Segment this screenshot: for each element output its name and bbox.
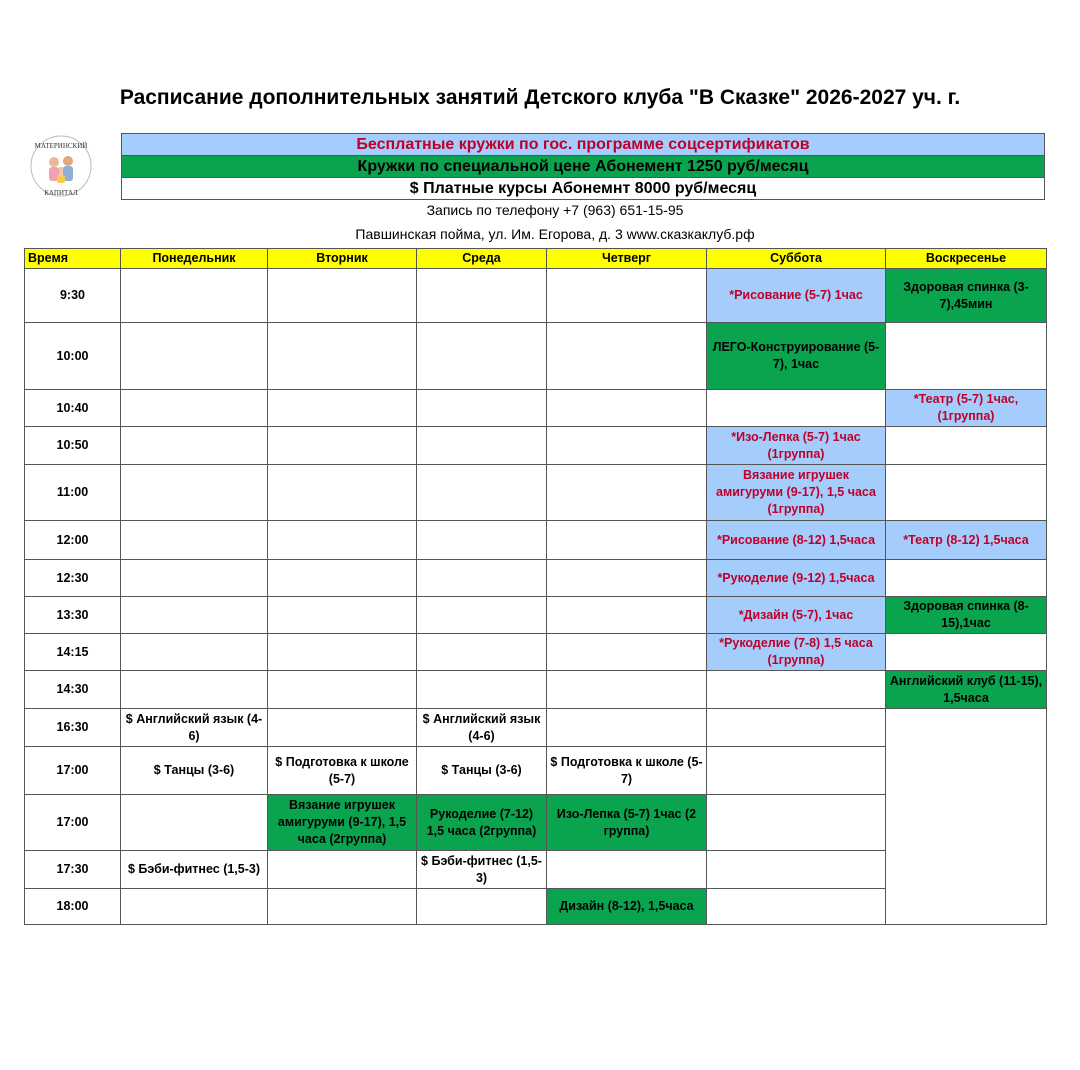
slot-cell [886,427,1047,465]
time-cell: 12:30 [25,560,121,597]
time-cell: 14:15 [25,634,121,671]
time-cell: 16:30 [25,709,121,747]
slot-cell [121,634,268,671]
slot-cell [268,521,417,560]
slot-cell [547,597,707,634]
slot-cell [547,671,707,709]
slot-cell [707,709,886,747]
header-sunday: Воскресенье [886,249,1047,269]
slot-cell [886,560,1047,597]
slot-cell [268,323,417,390]
class-cell: $ Бэби-фитнес (1,5-3) [417,851,547,889]
class-cell: *Театр (8-12) 1,5часа [886,521,1047,560]
slot-cell [707,671,886,709]
slot-cell [268,269,417,323]
slot-cell [121,465,268,521]
page-title: Расписание дополнительных занятий Детского клуба "В Сказке" 2026-2027 уч. г. [119,86,961,109]
table-row [25,597,1047,634]
time-cell: 18:00 [25,889,121,925]
class-cell: $ Танцы (3-6) [417,747,547,795]
class-cell: Здоровая спинка (8-15),1час [886,597,1047,634]
time-cell: 9:30 [25,269,121,323]
class-cell: *Изо-Лепка (5-7) 1час (1группа) [707,427,886,465]
time-cell: 17:30 [25,851,121,889]
slot-cell [417,597,547,634]
slot-cell [886,634,1047,671]
class-cell: $ Бэби-фитнес (1,5-3) [121,851,268,889]
class-cell: Изо-Лепка (5-7) 1час (2 группа) [547,795,707,851]
time-cell: 17:00 [25,747,121,795]
slot-cell [268,560,417,597]
class-cell: Здоровая спинка (3-7),45мин [886,269,1047,323]
slot-cell [417,521,547,560]
table-row [25,427,1047,465]
class-cell: Английский клуб (11-15), 1,5часа [886,671,1047,709]
class-cell: Дизайн (8-12), 1,5часа [547,889,707,925]
slot-cell [547,634,707,671]
slot-cell [121,889,268,925]
slot-cell [417,560,547,597]
schedule-table [24,248,1047,925]
table-row [25,671,1047,709]
legend-table [121,133,1045,200]
slot-cell [268,465,417,521]
slot-cell [417,889,547,925]
legend-paid: $ Платные курсы Абонемнт 8000 руб/месяц [122,178,1045,200]
header-tuesday: Вторник [268,249,417,269]
class-cell: $ Подготовка к школе (5-7) [268,747,417,795]
header-time: Время [25,249,121,269]
slot-cell [268,427,417,465]
slot-cell [417,390,547,427]
maternity-capital-logo [30,131,92,201]
slot-cell [547,709,707,747]
class-cell: Вязание игрушек амигуруми (9-17), 1,5 часа (2группа) [268,795,417,851]
address-line: Павшинская пойма, ул. Им. Егорова, д. 3 www.сказкаклуб.рф [355,226,755,242]
class-cell: *Театр (5-7) 1час, (1группа) [886,390,1047,427]
slot-cell [121,795,268,851]
slot-cell [121,521,268,560]
schedule-header-row [25,249,1047,269]
slot-cell [121,323,268,390]
legend-special-price: Кружки по специальной цене Абонемент 1250 руб/месяц [122,156,1045,178]
slot-cell [886,465,1047,521]
table-row [25,709,1047,747]
legend-free: Бесплатные кружки по гос. программе соцсертификатов [122,134,1045,156]
slot-cell [707,390,886,427]
class-cell: *Рисование (5-7) 1час [707,269,886,323]
slot-cell [547,465,707,521]
slot-cell [121,671,268,709]
slot-cell [707,851,886,889]
class-cell: *Рисование (8-12) 1,5часа [707,521,886,560]
slot-cell [417,465,547,521]
slot-cell [547,521,707,560]
class-cell: ЛЕГО-Конструирование (5-7), 1час [707,323,886,390]
table-row [25,269,1047,323]
class-cell: Рукоделие (7-12) 1,5 часа (2группа) [417,795,547,851]
slot-cell [268,671,417,709]
slot-cell [547,323,707,390]
svg-text:КАПИТАЛ: КАПИТАЛ [44,189,78,197]
slot-cell [417,671,547,709]
svg-text:МАТЕРИНСКИЙ: МАТЕРИНСКИЙ [34,142,88,150]
header-saturday: Суббота [707,249,886,269]
class-cell: $ Английский язык (4-6) [417,709,547,747]
table-row [25,323,1047,390]
time-cell: 14:30 [25,671,121,709]
slot-cell [547,269,707,323]
class-cell: $ Подготовка к школе (5-7) [547,747,707,795]
slot-cell [121,390,268,427]
slot-cell [268,889,417,925]
time-cell: 13:30 [25,597,121,634]
table-row [25,634,1047,671]
table-row [25,560,1047,597]
class-cell: *Дизайн (5-7), 1час [707,597,886,634]
slot-cell [707,889,886,925]
slot-cell [707,747,886,795]
time-cell: 12:00 [25,521,121,560]
header-wednesday: Среда [417,249,547,269]
slot-cell [121,560,268,597]
slot-cell [547,560,707,597]
slot-cell [886,323,1047,390]
time-cell: 11:00 [25,465,121,521]
time-cell: 10:00 [25,323,121,390]
time-cell: 17:00 [25,795,121,851]
slot-cell [121,427,268,465]
class-cell: *Рукоделие (7-8) 1,5 часа (1группа) [707,634,886,671]
slot-cell [268,390,417,427]
table-row [25,521,1047,560]
slot-cell [417,634,547,671]
phone-line: Запись по телефону +7 (963) 651-15-95 [426,202,684,218]
slot-cell [417,427,547,465]
slot-cell [547,427,707,465]
time-cell: 10:50 [25,427,121,465]
slot-cell [886,709,1047,925]
slot-cell [121,597,268,634]
slot-cell [268,634,417,671]
slot-cell [417,323,547,390]
header-thursday: Четверг [547,249,707,269]
slot-cell [268,851,417,889]
class-cell: $ Танцы (3-6) [121,747,268,795]
slot-cell [268,709,417,747]
slot-cell [417,269,547,323]
slot-cell [547,851,707,889]
slot-cell [121,269,268,323]
class-cell: $ Английский язык (4-6) [121,709,268,747]
slot-cell [707,795,886,851]
table-row [25,390,1047,427]
slot-cell [547,390,707,427]
slot-cell [268,597,417,634]
table-row [25,465,1047,521]
class-cell: *Рукоделие (9-12) 1,5часа [707,560,886,597]
class-cell: Вязание игрушек амигуруми (9-17), 1,5 часа (1группа) [707,465,886,521]
header-monday: Понедельник [121,249,268,269]
time-cell: 10:40 [25,390,121,427]
